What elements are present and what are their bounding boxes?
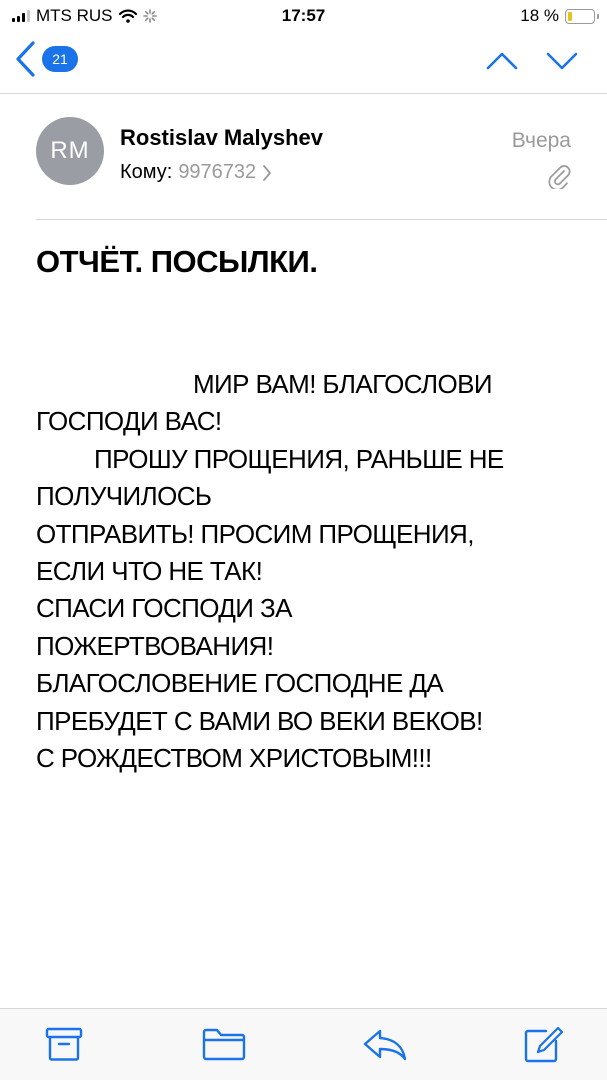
chevron-right-icon xyxy=(262,164,272,182)
email-header xyxy=(0,95,607,221)
paperclip-icon xyxy=(547,163,571,189)
status-right xyxy=(520,6,595,26)
battery-icon xyxy=(565,9,595,24)
status-time: 17:57 xyxy=(281,6,326,25)
body-line: ПРОШУ ПРОЩЕНИЯ, РАНЬШЕ НЕ xyxy=(94,443,504,474)
body-line: БЛАГОСЛОВЕНИЕ ГОСПОДНЕ ДА xyxy=(36,668,444,699)
email-body xyxy=(36,366,581,777)
body-line: ЕСЛИ ЧТО НЕ ТАК! xyxy=(36,556,263,587)
chevron-down-icon[interactable] xyxy=(545,46,579,76)
bottom-toolbar xyxy=(0,1008,607,1080)
body-line: С РОЖДЕСТВОМ ХРИСТОВЫМ!!! xyxy=(36,743,432,774)
body-line: ОТПРАВИТЬ! ПРОСИМ ПРОЩЕНИЯ, xyxy=(36,518,474,549)
nav-bar xyxy=(0,34,607,94)
email-date: Вчера xyxy=(511,129,571,152)
recipient-row[interactable] xyxy=(120,161,272,184)
header-divider xyxy=(36,219,607,220)
body-line: ПОЛУЧИЛОСЬ xyxy=(36,481,212,512)
recipient-value: 9976732 xyxy=(178,161,257,183)
to-label: Кому: xyxy=(120,161,173,183)
archive-icon[interactable] xyxy=(44,1025,84,1063)
body-line: МИР ВАМ! БЛАГОСЛОВИ xyxy=(193,369,492,399)
battery-fill xyxy=(568,12,572,21)
sender-name[interactable]: Rostislav Malyshev xyxy=(120,125,323,150)
body-line: ПОЖЕРТВОВАНИЯ! xyxy=(36,630,274,661)
folder-icon[interactable] xyxy=(201,1025,247,1063)
avatar[interactable]: RM xyxy=(36,117,104,185)
reply-icon[interactable] xyxy=(362,1025,408,1063)
email-subject: ОТЧЁТ. ПОСЫЛКИ. xyxy=(36,244,318,279)
compose-icon[interactable] xyxy=(522,1025,566,1065)
chevron-left-icon xyxy=(14,40,36,78)
body-line: СПАСИ ГОСПОДИ ЗА xyxy=(36,593,292,624)
chevron-up-icon[interactable] xyxy=(485,46,519,76)
carrier-label: MTS RUS xyxy=(36,6,113,25)
battery-percent: 18 % xyxy=(520,6,559,25)
body-line: ГОСПОДИ ВАС! xyxy=(36,406,222,437)
unread-count-badge: 21 xyxy=(42,46,78,72)
body-line: ПРЕБУДЕТ С ВАМИ ВО ВЕКИ ВЕКОВ! xyxy=(36,705,483,736)
back-button[interactable] xyxy=(14,40,78,78)
status-bar xyxy=(0,0,607,34)
